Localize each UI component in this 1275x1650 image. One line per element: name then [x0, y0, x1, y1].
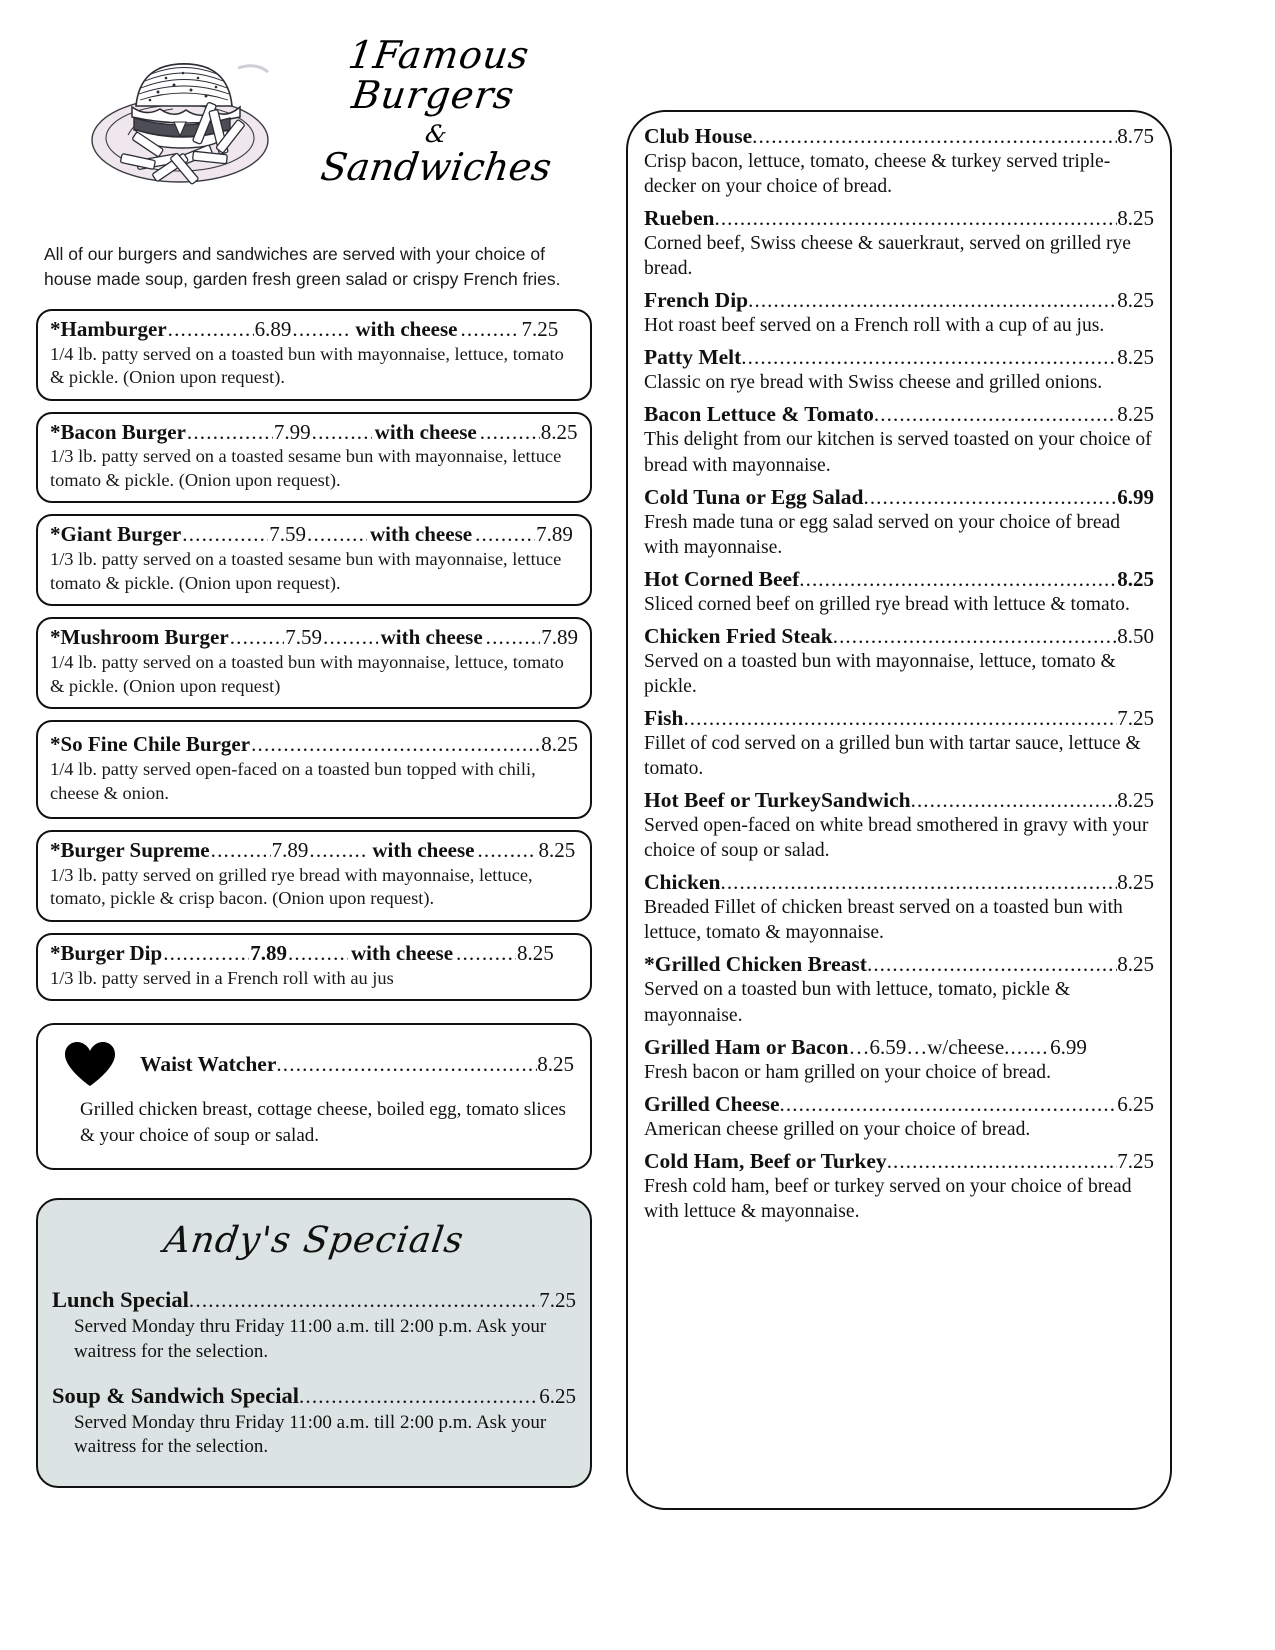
item-description: Hot roast beef served on a French roll with a cup of au jus. — [644, 315, 1105, 337]
item-description: Sliced corned beef on grilled rye bread with lettuce & tomato. — [644, 593, 1130, 615]
menu-item-chicken[interactable] — [644, 870, 1154, 945]
item-price: 8.25 — [1117, 788, 1154, 813]
intro-text: All of our burgers and sandwiches are served with your choice of house made soup, garden fresh green salad or crispy French fries. — [44, 244, 561, 290]
leader-dots — [299, 1384, 539, 1409]
leader-dots — [460, 317, 520, 342]
menu-item-grilled-cheese[interactable] — [644, 1092, 1154, 1142]
item-header — [644, 485, 1154, 510]
page-title — [266, 33, 606, 189]
item-description: Served Monday thru Friday 11:00 a.m. till 2:00 p.m. Ask your waitress for the selection. — [74, 1411, 547, 1458]
item-header — [644, 788, 1154, 813]
leader-dots — [833, 624, 1118, 649]
leader-dots — [752, 124, 1117, 149]
item-header — [644, 1035, 1154, 1060]
item-price: 7.59 — [285, 625, 323, 650]
leader-dots — [863, 485, 1117, 510]
item-name: Chicken Fried Steak — [644, 623, 833, 648]
item-cheese-label: w/cheese — [927, 1034, 1005, 1059]
leader-dots — [799, 567, 1117, 592]
item-price: 8.25 — [1117, 206, 1154, 231]
item-price: 8.25 — [1117, 288, 1154, 313]
leader-dots — [748, 288, 1117, 313]
title-line-two: Sandwiches — [318, 144, 555, 189]
item-name: *So Fine Chile Burger — [50, 732, 251, 757]
item-price: 8.25 — [537, 1051, 574, 1076]
price-separator: … — [906, 1034, 928, 1059]
andys-specials-section — [36, 1198, 592, 1488]
leader-dots — [486, 625, 541, 650]
item-header — [50, 625, 578, 650]
menu-item-so-fine-chile-burger[interactable] — [36, 720, 592, 819]
menu-item-cold-tuna-or-egg-salad[interactable] — [644, 485, 1154, 560]
item-description: Crisp bacon, lettuce, tomato, cheese & turkey served triple-decker on your choice of bread. — [644, 151, 1111, 198]
item-header — [644, 870, 1154, 895]
item-price: 7.25 — [1117, 1148, 1154, 1173]
item-cheese-label: with cheese — [355, 316, 458, 341]
menu-item-hot-corned-beef[interactable] — [644, 567, 1154, 617]
leader-dots — [276, 1052, 537, 1077]
leader-dots — [187, 420, 273, 445]
item-price: 8.25 — [541, 732, 578, 757]
item-price: 8.75 — [1117, 124, 1154, 148]
menu-item-bacon-lettuce-tomato[interactable] — [644, 402, 1154, 477]
leader-dots — [182, 522, 268, 547]
item-cheese-price: 8.25 — [517, 940, 554, 965]
item-description: This delight from our kitchen is served toasted on your choice of bread with mayonnaise. — [644, 429, 1152, 476]
item-name: French Dip — [644, 288, 749, 313]
item-cheese-price: 7.89 — [541, 625, 578, 650]
menu-item-hot-beef-or-turkey-sandwich[interactable] — [644, 788, 1154, 863]
masthead — [36, 28, 592, 238]
item-header — [50, 838, 578, 863]
leader-dots — [480, 420, 540, 445]
item-header — [52, 1383, 576, 1409]
leader-dots — [780, 1092, 1118, 1117]
leader-dots — [323, 625, 378, 650]
item-name: *Giant Burger — [50, 522, 182, 547]
item-description: Served on a toasted bun with mayonnaise, lettuce, tomato & pickle. — [644, 650, 1116, 697]
item-description: Classic on rye bread with Swiss cheese and grilled onions. — [644, 372, 1103, 394]
item-header — [644, 567, 1154, 592]
leader-dots — [211, 838, 271, 863]
item-price: 6.89 — [254, 316, 292, 341]
leader-dots — [477, 838, 537, 863]
item-header — [644, 1149, 1154, 1174]
item-price: 7.25 — [539, 1288, 576, 1313]
item-description: Fresh made tuna or egg salad served on your choice of bread with mayonnaise. — [644, 511, 1121, 558]
leader-dots — [887, 1149, 1118, 1174]
leader-dots — [288, 941, 348, 966]
item-cheese-label: with cheese — [350, 940, 454, 965]
special-item-soup-and-sandwich-special[interactable] — [52, 1383, 576, 1460]
item-name: *Hamburger — [50, 316, 167, 341]
menu-item-mushroom-burger[interactable] — [36, 617, 592, 709]
item-name: Fish — [644, 706, 684, 731]
leader-dots — [714, 206, 1117, 231]
menu-item-fish[interactable] — [644, 706, 1154, 781]
item-price: 6.99 — [1117, 484, 1154, 509]
item-cheese-label: with cheese — [374, 419, 477, 444]
item-price: 7.25 — [1117, 706, 1154, 731]
item-header — [644, 124, 1154, 149]
title-line-one: 1Famous Burgers — [345, 33, 533, 117]
menu-item-bacon-burger[interactable] — [36, 412, 592, 504]
leader-dots — [475, 522, 535, 547]
item-name: Club House — [644, 124, 753, 148]
item-description: 1/4 lb. patty served on a toasted bun with mayonnaise, lettuce, tomato & pickle. (Onion upon request). — [50, 343, 564, 388]
leader-dots — [189, 1288, 539, 1313]
item-name: Soup & Sandwich Special — [52, 1382, 299, 1408]
item-name: Cold Tuna or Egg Salad — [644, 484, 864, 509]
item-header — [50, 522, 578, 547]
item-name: Rueben — [644, 206, 715, 231]
item-price: 8.50 — [1117, 623, 1154, 648]
sandwiches-column — [626, 110, 1172, 1510]
item-price: 8.25 — [1117, 566, 1154, 591]
menu-item-rueben[interactable] — [644, 206, 1154, 281]
item-price: 8.25 — [1117, 345, 1154, 370]
item-description: Fillet of cod served on a grilled bun with tartar sauce, lettuce & tomato. — [644, 733, 1141, 780]
item-price: 7.59 — [269, 522, 306, 547]
item-header — [50, 420, 578, 445]
leader-dots — [309, 838, 369, 863]
leader-dots — [163, 941, 249, 966]
item-price: 6.59 — [869, 1034, 907, 1059]
burgers-column — [36, 28, 592, 1488]
item-header — [50, 732, 578, 757]
item-description: 1/3 lb. patty served on grilled rye bread with mayonnaise, lettuce, tomato, pickle & crisp bacon. (Onion upon request). — [50, 864, 533, 909]
menu-item-cold-ham-beef-or-turkey[interactable] — [644, 1149, 1154, 1224]
leader-dots — [307, 522, 367, 547]
item-cheese-price: 7.89 — [536, 522, 573, 547]
item-header — [644, 952, 1154, 977]
item-header — [52, 1287, 576, 1313]
item-name: Chicken — [644, 870, 721, 895]
item-header — [644, 624, 1154, 649]
menu-item-hamburger[interactable] — [36, 309, 592, 401]
heart-icon — [64, 1041, 116, 1087]
leader-dots — [251, 732, 540, 757]
item-name: Hot Beef or TurkeySandwich — [644, 788, 911, 813]
menu-item-patty-melt[interactable] — [644, 345, 1154, 395]
item-description: Fresh cold ham, beef or turkey served on your choice of bread with lettuce & mayonnaise. — [644, 1175, 1132, 1222]
item-header — [50, 317, 578, 342]
leader-dots — [741, 345, 1117, 370]
item-header — [54, 1041, 574, 1087]
item-cheese-label: with cheese — [380, 625, 483, 650]
leader-dots — [720, 870, 1117, 895]
item-price: 6.25 — [539, 1383, 576, 1408]
item-name: Waist Watcher — [140, 1051, 277, 1076]
item-price: 7.89 — [271, 838, 309, 863]
item-price: 8.25 — [1117, 870, 1154, 895]
leader-dots — [683, 706, 1117, 731]
menu-item-club-house[interactable] — [644, 124, 1154, 199]
item-cheese-price: 8.25 — [540, 419, 578, 444]
price-separator: … — [848, 1034, 870, 1059]
menu-item-waist-watcher[interactable] — [36, 1023, 592, 1170]
item-description: Breaded Fillet of chicken breast served on a toasted bun with lettuce, tomato & mayonnaise. — [644, 897, 1123, 944]
item-header — [644, 1092, 1154, 1117]
item-name: *Grilled Chicken Breast — [644, 952, 867, 977]
leader-dots — [292, 317, 352, 342]
menu-item-french-dip[interactable] — [644, 288, 1154, 338]
item-name: Cold Ham, Beef or Turkey — [644, 1148, 887, 1173]
title-ampersand: & — [423, 119, 449, 148]
item-description: Served Monday thru Friday 11:00 a.m. till 2:00 p.m. Ask your waitress for the selection. — [74, 1316, 547, 1362]
item-description: 1/3 lb. patty served in a French roll with au jus — [50, 967, 394, 988]
item-description: 1/4 lb. patty served on a toasted bun with mayonnaise, lettuce, tomato & pickle. (Onion upon request) — [50, 652, 564, 696]
item-name: *Bacon Burger — [50, 419, 186, 444]
item-description: 1/4 lb. patty served open-faced on a toasted bun topped with chili, cheese & onion. — [50, 758, 536, 803]
item-description: Served on a toasted bun with lettuce, tomato, pickle & mayonnaise. — [644, 979, 1071, 1026]
item-description: Served open-faced on white bread smothered in gravy with your choice of soup or salad. — [644, 815, 1149, 862]
leader-dots — [911, 788, 1118, 813]
leader-dots — [874, 402, 1117, 427]
item-name: Grilled Cheese — [644, 1091, 780, 1116]
menu-item-giant-burger[interactable] — [36, 514, 592, 606]
item-description: Corned beef, Swiss cheese & sauerkraut, served on grilled rye bread. — [644, 233, 1131, 280]
item-name: Patty Melt — [644, 345, 742, 370]
item-description: American cheese grilled on your choice of bread. — [644, 1118, 1031, 1140]
menu-item-grilled-chicken-breast[interactable] — [644, 952, 1154, 1027]
specials-title: Andy's Specials — [161, 1220, 467, 1262]
leader-dots — [168, 317, 254, 342]
item-name: *Burger Supreme — [50, 838, 210, 863]
item-header — [644, 706, 1154, 731]
item-name: Grilled Ham or Bacon — [644, 1034, 849, 1059]
leader-dots — [1004, 1035, 1050, 1060]
menu-item-grilled-ham-or-bacon[interactable] — [644, 1035, 1154, 1085]
item-cheese-label: with cheese — [372, 838, 475, 863]
leader-dots — [312, 420, 372, 445]
leader-dots — [230, 625, 285, 650]
item-cheese-price: 7.25 — [521, 316, 559, 341]
menu-item-chicken-fried-steak[interactable] — [644, 624, 1154, 699]
item-header — [644, 288, 1154, 313]
item-name: Lunch Special — [52, 1287, 189, 1313]
menu-item-burger-dip[interactable] — [36, 933, 592, 1001]
item-price: 7.99 — [273, 419, 311, 444]
leader-dots — [867, 952, 1117, 977]
item-header — [644, 206, 1154, 231]
item-price: 8.25 — [1117, 402, 1154, 427]
item-header — [644, 345, 1154, 370]
item-cheese-price: 8.25 — [538, 838, 576, 863]
item-header — [644, 402, 1154, 427]
item-cheese-label: with cheese — [370, 522, 473, 547]
item-header — [50, 941, 578, 966]
item-description: 1/3 lb. patty served on a toasted sesame bun with mayonnaise, lettuce tomato & pickle. (Onion upon request). — [50, 549, 562, 593]
item-name: Bacon Lettuce & Tomato — [644, 402, 874, 427]
item-name: Hot Corned Beef — [644, 566, 800, 591]
item-description: Fresh bacon or ham grilled on your choice of bread. — [644, 1061, 1051, 1083]
special-item-lunch-special[interactable] — [52, 1287, 576, 1364]
item-name: *Burger Dip — [50, 940, 163, 965]
item-description: Grilled chicken breast, cottage cheese, boiled egg, tomato slices & your choice of soup or salad. — [80, 1099, 566, 1146]
leader-dots — [456, 941, 516, 966]
item-price: 6.25 — [1117, 1091, 1154, 1116]
item-price: 8.25 — [1117, 952, 1154, 977]
item-price: 7.89 — [250, 940, 287, 965]
menu-item-burger-supreme[interactable] — [36, 830, 592, 922]
item-name: *Mushroom Burger — [50, 625, 229, 650]
item-cheese-price: 6.99 — [1050, 1034, 1087, 1059]
burger-and-fries-illustration-icon — [88, 40, 278, 192]
item-description: 1/3 lb. patty served on a toasted sesame bun with mayonnaise, lettuce tomato & pickle. (Onion upon request). — [50, 446, 562, 490]
